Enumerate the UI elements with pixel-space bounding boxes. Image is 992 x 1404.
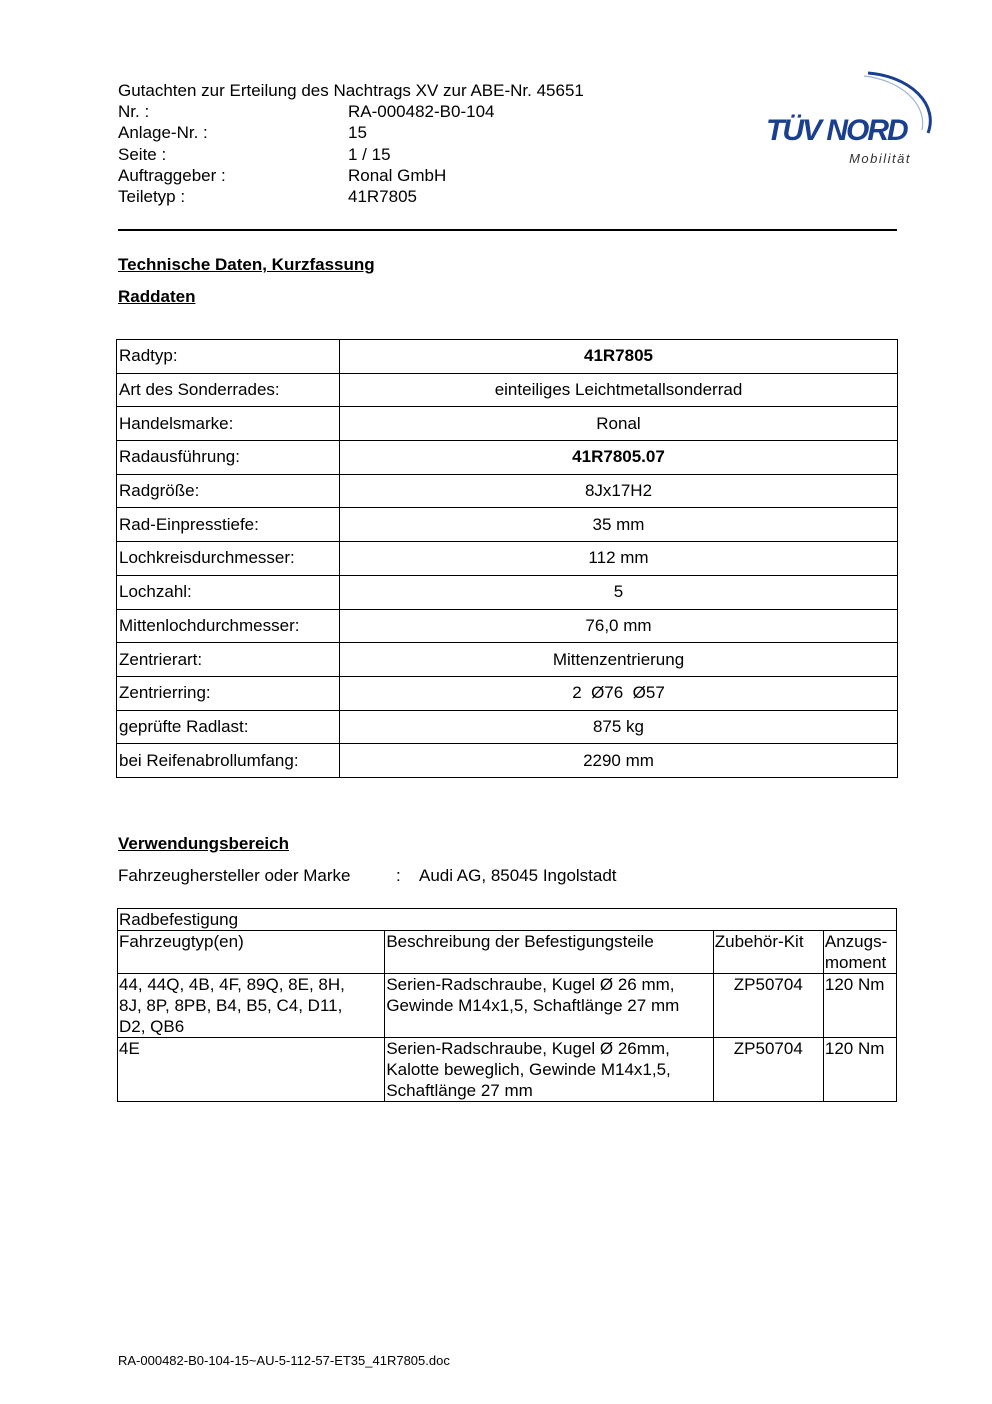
field-value: 1 / 15 — [348, 144, 391, 164]
table-row — [117, 542, 898, 576]
manufacturer-value: Audi AG, 85045 Ingolstadt — [419, 866, 617, 885]
field-label: Nr. : — [118, 102, 150, 121]
field-label: Anlage-Nr. : — [118, 123, 208, 143]
column-header: Zubehör-Kit — [713, 931, 823, 974]
tuv-nord-logo — [760, 58, 940, 170]
manufacturer-line — [118, 866, 617, 886]
row-value: 875 kg — [340, 710, 898, 744]
table-caption: Radbefestigung — [118, 909, 897, 931]
table-row — [117, 575, 898, 609]
table-row — [117, 373, 898, 407]
column-header: Fahrzeugtyp(en) — [118, 931, 385, 974]
row-value: 5 — [340, 575, 898, 609]
header-fields — [118, 101, 608, 207]
row-value: Ronal — [340, 407, 898, 441]
field-label: Seite : — [118, 144, 167, 164]
table-row — [118, 1038, 897, 1102]
row-label: bei Reifenabrollumfang: — [117, 744, 340, 778]
field-label: Auftraggeber : — [118, 165, 226, 185]
table-cell: Serien-Radschraube, Kugel Ø 26 mm, Gewinde M14x1,5, Schaftlänge 27 mm — [385, 974, 713, 1038]
table-cell: ZP50704 — [713, 1038, 823, 1102]
section-title-tech: Technische Daten, Kurzfassung — [118, 255, 375, 274]
table-row — [118, 974, 897, 1038]
row-label: Radgröße: — [117, 474, 340, 508]
row-value: Mittenzentrierung — [340, 643, 898, 677]
row-label: Zentrierart: — [117, 643, 340, 677]
column-header: Anzugs- moment — [823, 931, 896, 974]
row-value: 112 mm — [340, 542, 898, 576]
table-row — [117, 609, 898, 643]
logo-subtitle: Mobilität — [849, 151, 911, 166]
row-label: Lochkreisdurchmesser: — [117, 542, 340, 576]
row-label: Rad-Einpresstiefe: — [117, 508, 340, 542]
table-caption-row — [118, 909, 897, 931]
table-row — [117, 441, 898, 475]
table-row — [117, 643, 898, 677]
row-label: geprüfte Radlast: — [117, 710, 340, 744]
table-row — [117, 710, 898, 744]
document-title: Gutachten zur Erteilung des Nachtrags XV zur ABE-Nr. 45651 — [118, 81, 584, 100]
row-label: Handelsmarke: — [117, 407, 340, 441]
row-label: Zentrierring: — [117, 676, 340, 710]
table-cell: Serien-Radschraube, Kugel Ø 26mm, Kalotte beweglich, Gewinde M14x1,5, Schaftlänge 27 mm — [385, 1038, 713, 1102]
row-value: 41R7805.07 — [340, 441, 898, 475]
table-row — [117, 407, 898, 441]
manufacturer-separator: : — [396, 866, 401, 885]
row-label: Art des Sonderrades: — [117, 373, 340, 407]
section-title-verwendung: Verwendungsbereich — [118, 834, 289, 853]
field-value: 41R7805 — [348, 187, 418, 207]
header-divider — [118, 229, 897, 231]
row-value: einteiliges Leichtmetallsonderrad — [340, 373, 898, 407]
field-value: Ronal GmbH — [348, 165, 447, 185]
manufacturer-label: Fahrzeughersteller oder Marke — [118, 866, 351, 885]
row-value: 8Jx17H2 — [340, 474, 898, 508]
table-cell: 120 Nm — [823, 1038, 896, 1102]
row-value: 41R7805 — [340, 340, 898, 374]
befestigung-table — [117, 908, 897, 1102]
table-header-row — [118, 931, 897, 974]
raddaten-table — [116, 339, 898, 778]
row-value: 35 mm — [340, 508, 898, 542]
row-label: Lochzahl: — [117, 575, 340, 609]
table-cell: 44, 44Q, 4B, 4F, 89Q, 8E, 8H, 8J, 8P, 8PB, B4, B5, C4, D11, D2, QB6 — [118, 974, 385, 1038]
table-cell: 120 Nm — [823, 974, 896, 1038]
row-value: 76,0 mm — [340, 609, 898, 643]
field-value: 15 — [348, 123, 367, 143]
footer-filename: RA-000482-B0-104-15~AU-5-112-57-ET35_41R7805.doc — [118, 1353, 450, 1368]
table-row — [117, 474, 898, 508]
field-value: RA-000482-B0-104 — [348, 102, 495, 121]
column-header: Beschreibung der Befestigungsteile — [385, 931, 713, 974]
section-title-raddaten: Raddaten — [118, 287, 196, 306]
table-row — [117, 340, 898, 374]
row-label: Radausführung: — [117, 441, 340, 475]
table-cell: 4E — [118, 1038, 385, 1102]
table-row — [117, 676, 898, 710]
table-cell: ZP50704 — [713, 974, 823, 1038]
table-row — [117, 744, 898, 778]
table-row — [117, 508, 898, 542]
row-label: Mittenlochdurchmesser: — [117, 609, 340, 643]
field-label: Teiletyp : — [118, 187, 186, 207]
logo-brand: TÜV NORD — [766, 114, 907, 147]
row-value: 2290 mm — [340, 744, 898, 778]
row-value: 2 Ø76 Ø57 — [340, 676, 898, 710]
row-label: Radtyp: — [117, 340, 340, 374]
